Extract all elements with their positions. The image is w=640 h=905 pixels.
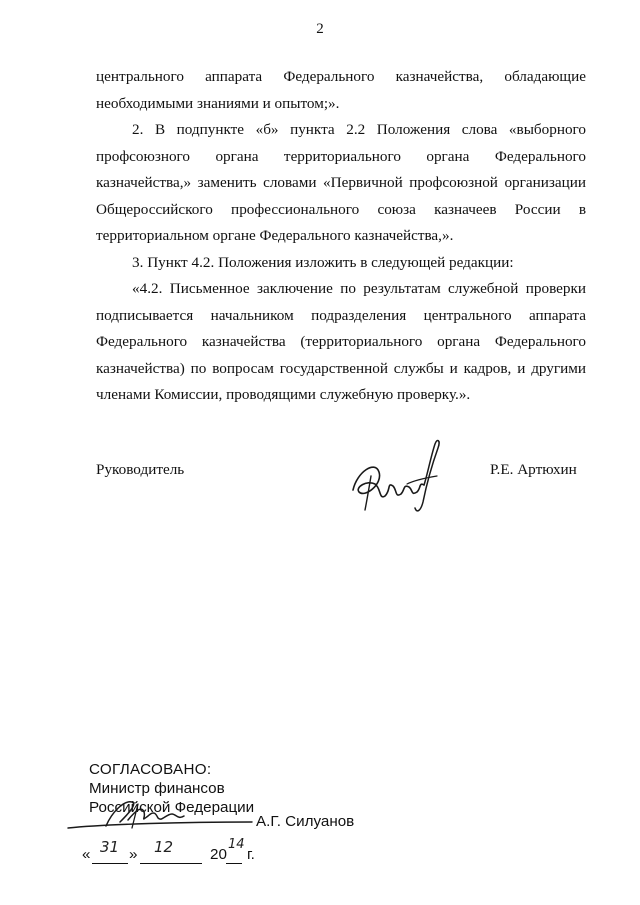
- handwritten-signature-artyukhin: [345, 432, 445, 517]
- approval-date: [82, 837, 282, 866]
- date-year-underline: [226, 863, 242, 864]
- approver-name: А.Г. Силуанов: [256, 813, 355, 830]
- date-close-quote: »: [129, 846, 138, 863]
- handwritten-signature-siluanov: [66, 792, 256, 838]
- signatory-name: Р.Е. Артюхин: [490, 461, 577, 478]
- page-number: 2: [316, 21, 324, 37]
- paragraph-continuation: центрального аппарата Федерального казначейства, обладающие необходимыми знаниями и опытом;».: [96, 68, 586, 112]
- date-month-handwritten: 12: [154, 838, 174, 856]
- date-open-quote: «: [82, 846, 91, 863]
- paragraph-item-3: 3. Пункт 4.2. Положения изложить в следующей редакции:: [132, 254, 514, 271]
- approval-heading: СОГЛАСОВАНО:: [89, 761, 212, 778]
- signatory-position: Руководитель: [96, 461, 185, 478]
- date-year-prefix: 20: [210, 846, 227, 863]
- date-day-underline: [92, 863, 128, 864]
- approver-organization: Российской Федерации: [89, 799, 255, 816]
- paragraph-quoted-4-2: «4.2. Письменное заключение по результатам служебной проверки подписывается начальником подразделения центрального аппарата Федерального казначейства (территориального органа Федерального казначейства) по вопросам государственной службы и кадров, и другими членами Комиссии, проводящими служебную проверку.».: [96, 280, 586, 403]
- date-year-suffix: г.: [247, 846, 255, 863]
- date-year-handwritten: 14: [228, 837, 245, 852]
- paragraph-item-2: 2. В подпункте «б» пункта 2.2 Положения слова «выборного профсоюзного органа территориального органа Федерального казначейства,» заменить словами «Первичной профсоюзной организации Общероссийского профессионального союза казначеев России в территориальном органе Федерального казначейства,».: [96, 121, 586, 244]
- approver-position: Министр финансов: [89, 780, 225, 797]
- date-day-handwritten: 31: [100, 838, 120, 856]
- date-month-underline: [140, 863, 202, 864]
